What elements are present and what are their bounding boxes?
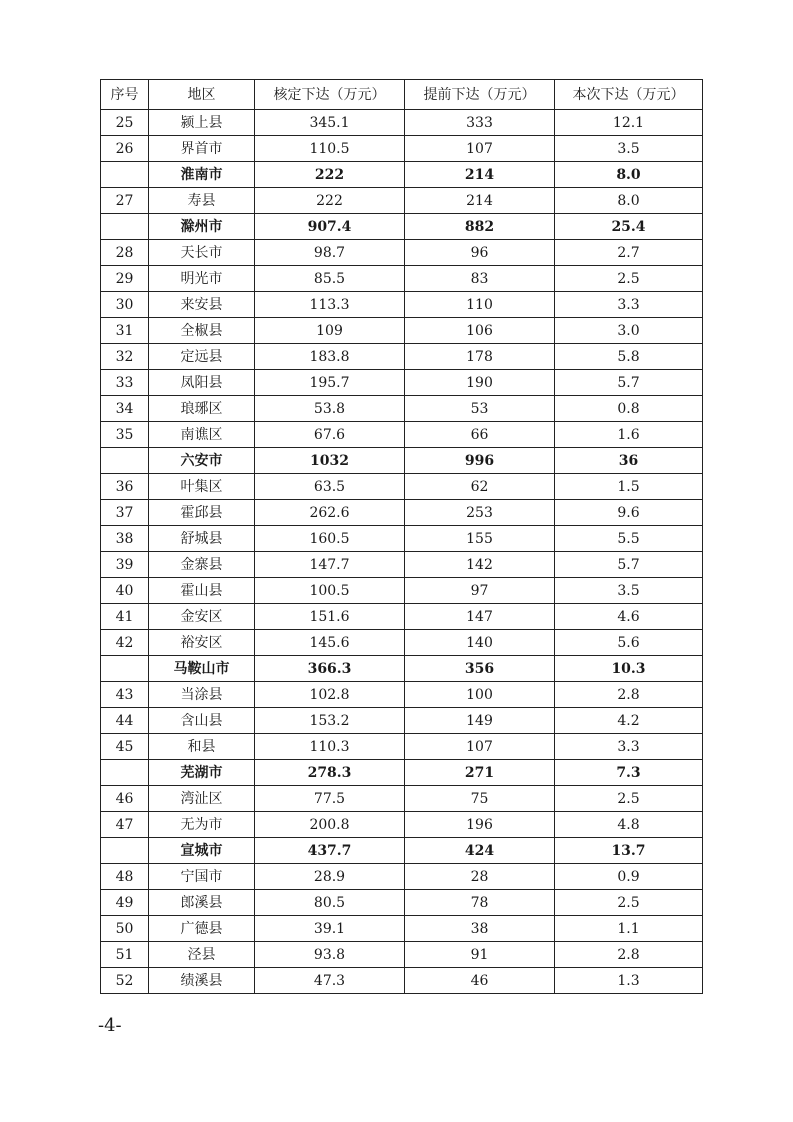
cell-region: 叶集区 [149, 474, 255, 500]
cell-approved: 437.7 [255, 838, 405, 864]
cell-advance: 147 [405, 604, 555, 630]
table-row [101, 500, 703, 526]
cell-approved: 109 [255, 318, 405, 344]
cell-advance: 155 [405, 526, 555, 552]
cell-approved: 195.7 [255, 370, 405, 396]
cell-current: 2.8 [555, 942, 703, 968]
table-row-subtotal [101, 214, 703, 240]
cell-region: 裕安区 [149, 630, 255, 656]
table-row [101, 474, 703, 500]
table-row [101, 604, 703, 630]
cell-approved: 907.4 [255, 214, 405, 240]
cell-serial [101, 162, 149, 188]
cell-advance: 75 [405, 786, 555, 812]
cell-advance: 66 [405, 422, 555, 448]
table-row-subtotal [101, 448, 703, 474]
cell-advance: 142 [405, 552, 555, 578]
table-row [101, 318, 703, 344]
cell-approved: 77.5 [255, 786, 405, 812]
cell-region: 颍上县 [149, 110, 255, 136]
cell-current: 12.1 [555, 110, 703, 136]
cell-advance: 333 [405, 110, 555, 136]
cell-region: 舒城县 [149, 526, 255, 552]
table-row-subtotal [101, 162, 703, 188]
cell-region: 天长市 [149, 240, 255, 266]
cell-advance: 190 [405, 370, 555, 396]
cell-region: 全椒县 [149, 318, 255, 344]
cell-serial [101, 838, 149, 864]
cell-advance: 178 [405, 344, 555, 370]
cell-advance: 91 [405, 942, 555, 968]
cell-serial: 37 [101, 500, 149, 526]
cell-approved: 222 [255, 162, 405, 188]
cell-current: 1.6 [555, 422, 703, 448]
cell-advance: 46 [405, 968, 555, 994]
cell-approved: 102.8 [255, 682, 405, 708]
cell-approved: 151.6 [255, 604, 405, 630]
table-row [101, 786, 703, 812]
cell-approved: 100.5 [255, 578, 405, 604]
cell-approved: 366.3 [255, 656, 405, 682]
cell-serial [101, 656, 149, 682]
cell-region: 淮南市 [149, 162, 255, 188]
cell-current: 1.1 [555, 916, 703, 942]
cell-current: 36 [555, 448, 703, 474]
cell-region: 芜湖市 [149, 760, 255, 786]
cell-region: 滁州市 [149, 214, 255, 240]
cell-serial: 50 [101, 916, 149, 942]
allocation-table [100, 79, 703, 994]
table-row [101, 110, 703, 136]
cell-advance: 253 [405, 500, 555, 526]
cell-region: 和县 [149, 734, 255, 760]
cell-current: 5.7 [555, 370, 703, 396]
cell-approved: 153.2 [255, 708, 405, 734]
cell-advance: 996 [405, 448, 555, 474]
cell-advance: 271 [405, 760, 555, 786]
cell-serial: 46 [101, 786, 149, 812]
cell-advance: 62 [405, 474, 555, 500]
cell-current: 5.5 [555, 526, 703, 552]
cell-serial [101, 214, 149, 240]
cell-advance: 356 [405, 656, 555, 682]
cell-region: 琅琊区 [149, 396, 255, 422]
cell-serial: 32 [101, 344, 149, 370]
table-row [101, 864, 703, 890]
cell-advance: 100 [405, 682, 555, 708]
cell-approved: 145.6 [255, 630, 405, 656]
cell-region: 南谯区 [149, 422, 255, 448]
cell-serial: 47 [101, 812, 149, 838]
cell-approved: 47.3 [255, 968, 405, 994]
table-row [101, 682, 703, 708]
table-header-row [101, 80, 703, 110]
cell-region: 金安区 [149, 604, 255, 630]
cell-advance: 38 [405, 916, 555, 942]
cell-advance: 107 [405, 734, 555, 760]
table-row [101, 630, 703, 656]
cell-approved: 113.3 [255, 292, 405, 318]
cell-advance: 214 [405, 162, 555, 188]
cell-serial: 39 [101, 552, 149, 578]
table-row [101, 578, 703, 604]
table-row-subtotal [101, 656, 703, 682]
cell-serial: 30 [101, 292, 149, 318]
cell-advance: 78 [405, 890, 555, 916]
cell-current: 2.5 [555, 786, 703, 812]
cell-region: 霍山县 [149, 578, 255, 604]
cell-advance: 140 [405, 630, 555, 656]
cell-advance: 196 [405, 812, 555, 838]
cell-region: 湾沚区 [149, 786, 255, 812]
cell-serial: 29 [101, 266, 149, 292]
cell-serial: 52 [101, 968, 149, 994]
table-row [101, 292, 703, 318]
cell-region: 广德县 [149, 916, 255, 942]
cell-approved: 67.6 [255, 422, 405, 448]
cell-approved: 85.5 [255, 266, 405, 292]
cell-approved: 110.5 [255, 136, 405, 162]
cell-region: 六安市 [149, 448, 255, 474]
cell-region: 定远县 [149, 344, 255, 370]
table-row [101, 344, 703, 370]
cell-advance: 214 [405, 188, 555, 214]
cell-current: 8.0 [555, 162, 703, 188]
cell-advance: 882 [405, 214, 555, 240]
table-row [101, 266, 703, 292]
cell-approved: 278.3 [255, 760, 405, 786]
cell-region: 霍邱县 [149, 500, 255, 526]
cell-approved: 28.9 [255, 864, 405, 890]
cell-current: 2.5 [555, 890, 703, 916]
cell-advance: 107 [405, 136, 555, 162]
cell-region: 泾县 [149, 942, 255, 968]
header-advance: 提前下达（万元） [405, 80, 555, 110]
table-row [101, 370, 703, 396]
cell-serial: 25 [101, 110, 149, 136]
cell-region: 宁国市 [149, 864, 255, 890]
cell-current: 2.8 [555, 682, 703, 708]
cell-current: 3.3 [555, 292, 703, 318]
cell-serial: 31 [101, 318, 149, 344]
cell-serial: 35 [101, 422, 149, 448]
cell-region: 当涂县 [149, 682, 255, 708]
table-row [101, 708, 703, 734]
cell-region: 马鞍山市 [149, 656, 255, 682]
cell-approved: 147.7 [255, 552, 405, 578]
cell-advance: 424 [405, 838, 555, 864]
table-row [101, 968, 703, 994]
cell-serial: 40 [101, 578, 149, 604]
cell-approved: 345.1 [255, 110, 405, 136]
cell-approved: 200.8 [255, 812, 405, 838]
cell-region: 宣城市 [149, 838, 255, 864]
cell-serial: 51 [101, 942, 149, 968]
cell-approved: 262.6 [255, 500, 405, 526]
cell-serial: 49 [101, 890, 149, 916]
cell-serial: 28 [101, 240, 149, 266]
cell-advance: 83 [405, 266, 555, 292]
page-number: -4- [98, 1015, 122, 1036]
cell-region: 凤阳县 [149, 370, 255, 396]
cell-serial: 36 [101, 474, 149, 500]
header-region: 地区 [149, 80, 255, 110]
cell-serial: 41 [101, 604, 149, 630]
cell-approved: 53.8 [255, 396, 405, 422]
cell-advance: 110 [405, 292, 555, 318]
cell-serial: 43 [101, 682, 149, 708]
table-row-subtotal [101, 760, 703, 786]
cell-serial: 26 [101, 136, 149, 162]
cell-advance: 53 [405, 396, 555, 422]
cell-serial: 42 [101, 630, 149, 656]
cell-current: 1.5 [555, 474, 703, 500]
cell-current: 0.8 [555, 396, 703, 422]
table-row [101, 890, 703, 916]
table-row [101, 136, 703, 162]
cell-advance: 106 [405, 318, 555, 344]
table-row [101, 396, 703, 422]
cell-approved: 160.5 [255, 526, 405, 552]
cell-region: 明光市 [149, 266, 255, 292]
cell-advance: 28 [405, 864, 555, 890]
cell-approved: 222 [255, 188, 405, 214]
cell-current: 5.8 [555, 344, 703, 370]
cell-region: 含山县 [149, 708, 255, 734]
cell-approved: 63.5 [255, 474, 405, 500]
cell-serial: 45 [101, 734, 149, 760]
cell-current: 25.4 [555, 214, 703, 240]
cell-serial: 48 [101, 864, 149, 890]
cell-region: 来安县 [149, 292, 255, 318]
cell-approved: 1032 [255, 448, 405, 474]
cell-approved: 183.8 [255, 344, 405, 370]
header-approved: 核定下达（万元） [255, 80, 405, 110]
cell-approved: 80.5 [255, 890, 405, 916]
cell-advance: 97 [405, 578, 555, 604]
cell-serial: 33 [101, 370, 149, 396]
cell-current: 2.5 [555, 266, 703, 292]
table-row [101, 188, 703, 214]
header-serial: 序号 [101, 80, 149, 110]
cell-current: 3.3 [555, 734, 703, 760]
table-row [101, 552, 703, 578]
header-current: 本次下达（万元） [555, 80, 703, 110]
table-row [101, 734, 703, 760]
cell-current: 3.5 [555, 136, 703, 162]
cell-current: 9.6 [555, 500, 703, 526]
table-row [101, 942, 703, 968]
cell-serial: 27 [101, 188, 149, 214]
cell-advance: 96 [405, 240, 555, 266]
cell-current: 5.6 [555, 630, 703, 656]
cell-region: 绩溪县 [149, 968, 255, 994]
cell-advance: 149 [405, 708, 555, 734]
cell-serial [101, 760, 149, 786]
cell-current: 7.3 [555, 760, 703, 786]
table-body [101, 110, 703, 994]
table-row [101, 422, 703, 448]
cell-region: 金寨县 [149, 552, 255, 578]
cell-approved: 39.1 [255, 916, 405, 942]
cell-current: 13.7 [555, 838, 703, 864]
cell-region: 界首市 [149, 136, 255, 162]
cell-region: 寿县 [149, 188, 255, 214]
cell-serial: 38 [101, 526, 149, 552]
table-row [101, 812, 703, 838]
cell-approved: 98.7 [255, 240, 405, 266]
cell-current: 5.7 [555, 552, 703, 578]
cell-current: 10.3 [555, 656, 703, 682]
cell-current: 2.7 [555, 240, 703, 266]
cell-region: 郎溪县 [149, 890, 255, 916]
cell-approved: 93.8 [255, 942, 405, 968]
table-row [101, 240, 703, 266]
table-row [101, 526, 703, 552]
cell-serial: 34 [101, 396, 149, 422]
table-row-subtotal [101, 838, 703, 864]
cell-current: 8.0 [555, 188, 703, 214]
cell-current: 4.6 [555, 604, 703, 630]
cell-current: 4.8 [555, 812, 703, 838]
cell-current: 3.5 [555, 578, 703, 604]
table-row [101, 916, 703, 942]
cell-region: 无为市 [149, 812, 255, 838]
cell-approved: 110.3 [255, 734, 405, 760]
cell-serial [101, 448, 149, 474]
cell-current: 0.9 [555, 864, 703, 890]
cell-current: 3.0 [555, 318, 703, 344]
cell-current: 1.3 [555, 968, 703, 994]
cell-current: 4.2 [555, 708, 703, 734]
cell-serial: 44 [101, 708, 149, 734]
